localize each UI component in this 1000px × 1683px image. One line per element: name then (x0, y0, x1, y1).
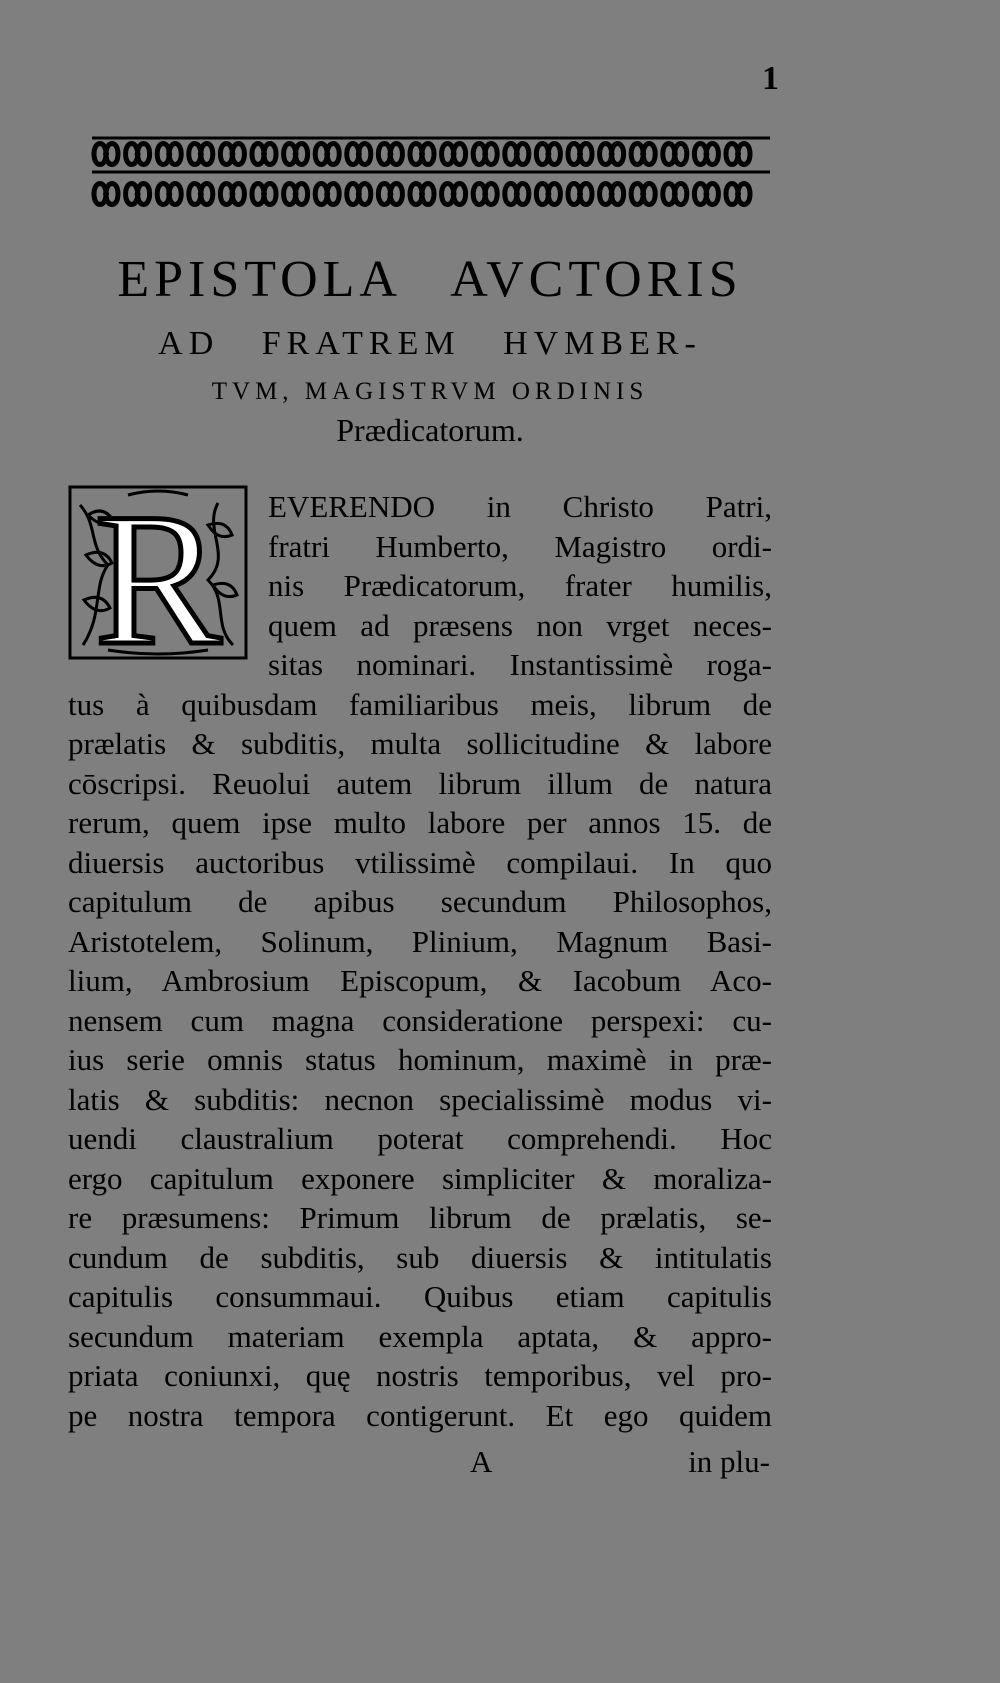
ornament-dot-icon (419, 151, 425, 157)
page-number: 1 (762, 60, 779, 97)
ornament-dot-icon (577, 191, 583, 197)
text-line: priata coniunxi, quę nostris temporibus, vel pro- (68, 1358, 772, 1393)
text-line: latis & subditis: necnon specialissimè modus vi- (68, 1081, 772, 1117)
ornament-dot-icon (324, 151, 330, 157)
title-line-3: TVM, MAGISTRVM ORDINIS (211, 378, 649, 405)
text-line: EVERENDO in Christo Patri, (268, 489, 772, 524)
ornament-dot-icon (640, 151, 646, 157)
title-line-2: AD FRATREM HVMBER- (158, 325, 702, 362)
text-line: re præsumens: Primum librum de prælatis, se- (68, 1200, 772, 1235)
ornament-dot-icon (261, 151, 267, 157)
ornament-dot-icon (419, 191, 425, 197)
ornament-dot-icon (387, 191, 393, 197)
text-line: sitas nominari. Instantissimè roga- (268, 647, 772, 682)
text-line: fratri Humberto, Magistro ordi- (268, 528, 772, 564)
ornament-dot-icon (198, 151, 204, 157)
body-text (68, 487, 772, 1435)
title-line-1: EPISTOLA AVCTORIS (117, 251, 743, 308)
ornament-dot-icon (672, 151, 678, 157)
ornament-dot-icon (735, 151, 741, 157)
ornament-dot-icon (293, 191, 299, 197)
drop-cap-letter: R (94, 485, 222, 660)
ornament-dot-icon (451, 151, 457, 157)
ornament-dot-icon (640, 191, 646, 197)
text-line: capitulis consummaui. Quibus etiam capitulis (68, 1279, 772, 1314)
ornament-dot-icon (609, 191, 615, 197)
ornament-dot-icon (482, 151, 488, 157)
text-line: ergo capitulum exponere simpliciter & moraliza- (68, 1160, 772, 1196)
ornament-dot-icon (293, 151, 299, 157)
ornament-dot-icon (229, 151, 235, 157)
ornament-dot-icon (166, 151, 172, 157)
ornament-dot-icon (672, 191, 678, 197)
text-line: uendi claustralium poterat comprehendi. Hoc (68, 1121, 772, 1156)
ornament-dot-icon (609, 151, 615, 157)
text-line: prælatis & subditis, multa sollicitudine & labore (68, 726, 772, 761)
signature-mark: A (470, 1444, 493, 1479)
ornamental-headpiece (88, 132, 774, 218)
title-line-4: Prædicatorum. (336, 412, 524, 448)
ornament-dot-icon (166, 191, 172, 197)
ornament-dot-icon (545, 151, 551, 157)
ornament-dot-icon (514, 191, 520, 197)
text-line: rerum, quem ipse multo labore per annos 15. de (68, 805, 772, 840)
ornament-dot-icon (482, 191, 488, 197)
text-line: pe nostra tempora contigerunt. Et ego quidem (68, 1397, 772, 1433)
text-line: cundum de subditis, sub diuersis & intitulatis (68, 1239, 772, 1275)
ornament-dot-icon (387, 151, 393, 157)
footer-line (470, 1444, 770, 1484)
text-line: nensem cum magna consideratione perspexi: cu- (68, 1002, 772, 1038)
text-line: cōscripsi. Reuolui autem librum illum de natura (68, 765, 772, 801)
text-line: secundum materiam exempla aptata, & appro- (68, 1318, 772, 1354)
text-line: capitulum de apibus secundum Philosophos, (68, 884, 772, 919)
ornament-dot-icon (703, 191, 709, 197)
catchword: in plu- (688, 1444, 770, 1479)
ornament-dot-icon (229, 191, 235, 197)
text-line: lium, Ambrosium Episcopum, & Iacobum Aco- (68, 963, 772, 998)
ornament-dot-icon (103, 151, 109, 157)
text-line: tus à quibusdam familiaribus meis, librum de (68, 686, 772, 722)
ornament-dot-icon (261, 191, 267, 197)
ornament-dot-icon (545, 191, 551, 197)
ornament-dot-icon (577, 151, 583, 157)
ornament-dot-icon (135, 191, 141, 197)
ornament-dot-icon (135, 151, 141, 157)
ornament-dot-icon (356, 191, 362, 197)
ornament-dot-icon (735, 191, 741, 197)
text-line: diuersis auctoribus vtilissimè compilaui. In quo (68, 844, 772, 880)
text-line: nis Prædicatorum, frater humilis, (268, 568, 772, 603)
ornament-dot-icon (356, 151, 362, 157)
text-line: quem ad præsens non vrget neces- (268, 607, 772, 643)
ornament-dot-icon (514, 151, 520, 157)
ornament-dot-icon (198, 191, 204, 197)
ornament-dot-icon (451, 191, 457, 197)
ornament-dot-icon (103, 191, 109, 197)
text-line: ius serie omnis status hominum, maximè in præ- (68, 1042, 772, 1077)
ornament-motifs (94, 144, 750, 205)
ornament-dot-icon (324, 191, 330, 197)
text-line: Aristotelem, Solinum, Plinium, Magnum Basi- (68, 923, 772, 959)
ornament-dot-icon (703, 151, 709, 157)
